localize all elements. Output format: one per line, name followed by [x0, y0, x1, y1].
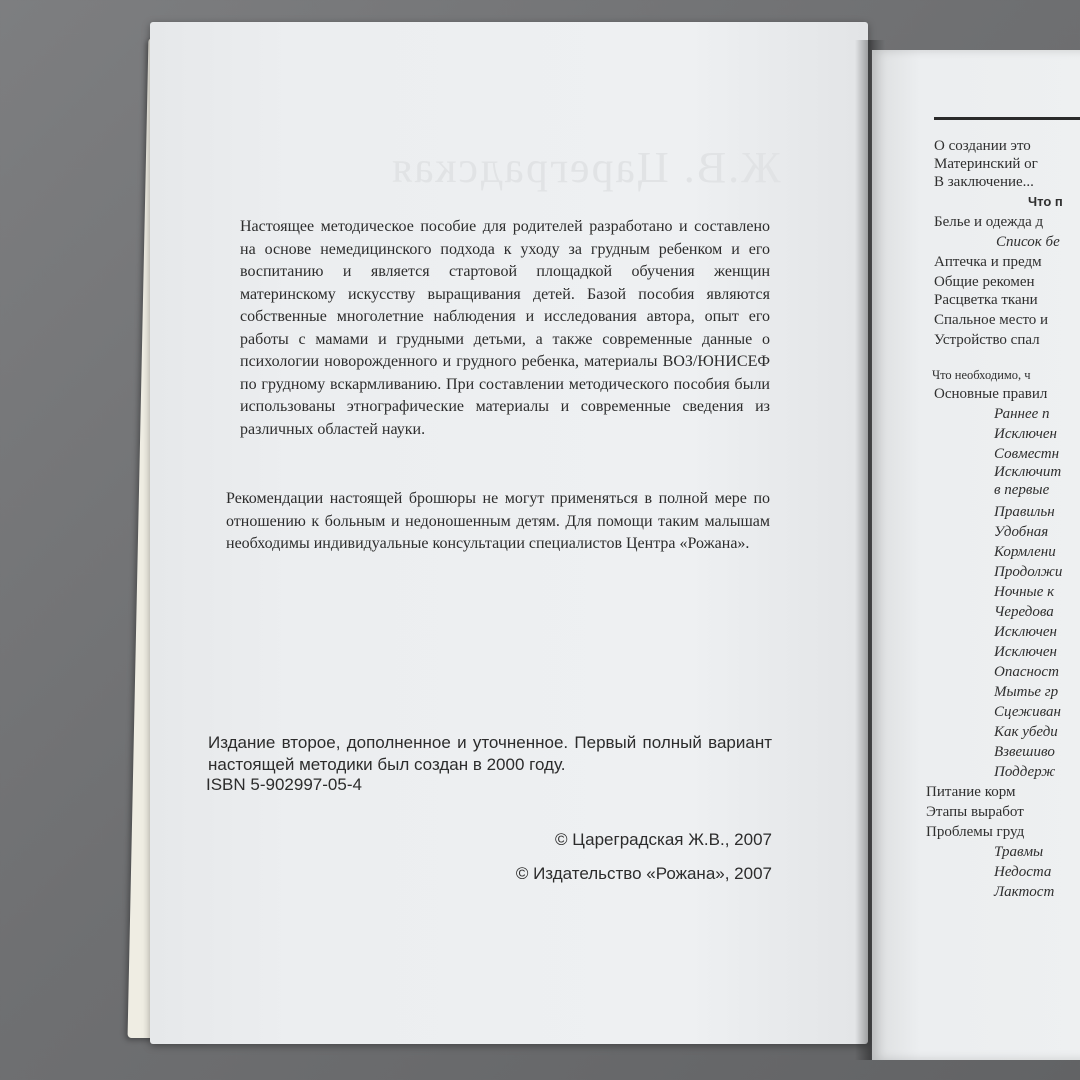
left-page	[150, 22, 868, 1044]
toc-entry: Взвешиво	[994, 744, 1055, 760]
toc-entry: Как убеди	[994, 724, 1058, 740]
toc-entry: Совместн	[994, 446, 1060, 462]
toc-entry: Спальное место и	[934, 312, 1049, 328]
toc-entry: Удобная	[994, 524, 1049, 540]
toc-entry: В заключение...	[934, 174, 1034, 190]
toc-entry: Травмы	[994, 844, 1044, 860]
toc-entry: Кормлени	[994, 544, 1056, 560]
toc-entry: Что п	[1028, 194, 1063, 209]
isbn: ISBN 5-902997-05-4	[206, 775, 362, 794]
toc-entry: Питание корм	[926, 784, 1016, 800]
toc-entry: Белье и одежда д	[934, 214, 1044, 230]
toc-entry: Проблемы груд	[926, 824, 1025, 840]
toc-entry: Правильн	[994, 504, 1055, 520]
toc-entry: Аптечка и предм	[934, 254, 1042, 270]
toc-entry: Недоста	[994, 864, 1052, 880]
toc-entry: Устройство спал	[934, 332, 1040, 348]
copyright-publisher: © Издательство «Рожана», 2007	[515, 864, 772, 883]
toc-entry: в первые	[994, 482, 1050, 498]
toc-entry: Исключит	[994, 464, 1062, 480]
copyright-author: © Цареградская Ж.В., 2007	[554, 830, 772, 849]
toc-entry: Лактост	[994, 884, 1055, 900]
toc-entry: Чередова	[994, 604, 1054, 620]
toc-entry: Раннее п	[994, 406, 1050, 422]
recommendation-paragraph: Рекомендации настоящей брошюры не могут применяться в полной мере по отношению к больным и недоношенным детям. Для помощи таким малышам необходимы индивидуальные консультации специалистов Центра «Рожана».	[226, 490, 770, 552]
toc-entry: Список бе	[996, 234, 1060, 250]
show-through-title: Ж.В. Цареградская	[390, 143, 781, 192]
toc-entry: Расцветка ткани	[934, 292, 1038, 308]
toc-entry: Исключен	[994, 426, 1057, 442]
description-paragraph: Настоящее методическое пособие для родителей разработано и составлено на основе немедицинского подхода к уходу за грудным ребенком и его воспитанию и является стартовой площадкой обучения женщин материнскому искусству выращивания детей. Базой пособия являются собственные многолетние наблюдения и исследования автора, опыт его работы с мамами и грудными детьми, а также современные данные о психологии новорожденного и грудного ребенка, материалы ВОЗ/ЮНИСЕФ по грудному вскармливанию. При составлении методического пособия были использованы этнографические материалы и современные сведения из различных областей науки.	[240, 218, 770, 438]
toc-entry: Опасност	[994, 664, 1059, 680]
toc-entry: Ночные к	[994, 584, 1055, 600]
toc-entry: Материнский ог	[934, 156, 1038, 172]
toc-entry: Исключен	[994, 624, 1057, 640]
toc-entry: Что необходимо, ч	[932, 368, 1031, 382]
toc-entry: Этапы выработ	[926, 804, 1024, 820]
toc-entry: Сцеживан	[994, 704, 1061, 720]
toc-entry: Продолжи	[994, 564, 1063, 580]
header-rule	[934, 117, 1080, 120]
toc-entry: О создании это	[934, 138, 1031, 154]
toc-entry: Поддерж	[994, 764, 1056, 780]
toc-entry: Общие рекомен	[934, 274, 1035, 290]
toc-entry: Основные правил	[934, 386, 1048, 402]
toc-entry: Мытье гр	[994, 684, 1059, 700]
edition-note: Издание второе, дополненное и уточненное. Первый полный вариант настоящей методики был создан в 2000 году.	[208, 733, 772, 774]
toc-entry: Исключен	[994, 644, 1057, 660]
right-page-table-of-contents	[872, 50, 1080, 1060]
